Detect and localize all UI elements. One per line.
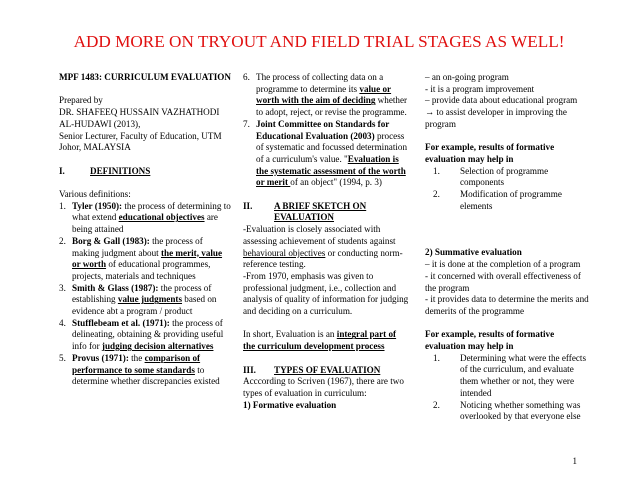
list-item: 6. The process of collecting data on a programme to determine its value or worth with the aim of deciding whether to adopt, reject, or revise the programme. [243,72,408,118]
list-item: 4. Stufflebeam et al. (1971): the process of delineating, obtaining & providing useful info for judging decision alternatives [59,317,224,352]
list-item: 1. Tyler (1950): the process of determining to what extend educational objectives are being attained [59,200,231,235]
list-item: 1. Selection of programme components [433,165,549,188]
formative-example-heading: For example, results of formative evaluation may help in [425,142,555,164]
list-item: 2. Noticing whether something was overlooked by that everyone else [433,399,581,422]
section-title: DEFINITIONS [90,165,151,176]
author-name: DR. SHAFEEQ HUSSAIN VAZHATHODI AL-HUDAWI (2013), [59,107,220,129]
column-middle [243,72,410,411]
course-title: MPF 1483: CURRICULUM EVALUATION [59,72,231,82]
section-number: I. [59,165,65,176]
line: – an on-going program [425,72,509,82]
line: - it is a program improvement [425,83,535,94]
list-item: 2. Borg & Gall (1983): the process of making judgment about the merit, value or worth of educational programmes, projects, materials and techniques [59,235,223,281]
formative-heading: 1) Formative evaluation [243,399,337,410]
section-heading-definitions [59,166,231,178]
paragraph: Acccording to Scriven (1967), there are two types of evaluation in curriculum: [243,376,404,398]
paragraph: -From 1970, emphasis was given to professional judgment, i.e., collection and analysis of quality of information for judging and deciding on a curriculum. [243,270,409,317]
paragraph: -Evaluation is closely associated with assessing achievement of students against behavioural objectives or conducting norm-reference testing. [243,224,403,270]
section-heading-brief-sketch: II. A BRIEF SKETCH ON EVALUATION [243,200,367,223]
line: - it concerned with overall effectiveness of the program [425,270,581,293]
line: - it provides data to determine the merits and demerits of the programme [425,294,589,316]
definitions-list [59,201,231,388]
page-title: ADD MORE ON TRYOUT AND FIELD TRIAL STAGES AS WELL! [73,32,565,51]
formative-example-list [425,166,590,213]
column-right [425,72,590,423]
summative-heading: 2) Summative evaluation [425,247,522,258]
list-item: 1. Determining what were the effects of the curriculum, and evaluate them whether or not, they were intended [433,352,587,398]
various-definitions-label: Various definitions: [59,188,131,199]
line: – provide data about educational program [425,95,578,106]
column-left [59,72,231,388]
section-heading-types: III. TYPES OF EVALUATION [243,364,381,375]
list-item: 7. Joint Committee on Standards for Educational Evaluation (2003) process of systematic and focussed determination of a curriculum's value. "Evaluation is the systematic assessment of the worth or merit of an object" (1994, p. 3) [243,118,408,188]
list-item: 3. Smith & Glass (1987): the process of establishing value judgments based on evidence abt a program / product [59,282,217,317]
paragraph: In short, Evaluation is an integral part of the curriculum development process [243,329,397,352]
page-number: 1 [572,456,577,466]
line: → to assist developer in improving the program [425,107,567,129]
summative-example-list [425,353,590,423]
prepared-by: Prepared by [59,95,103,106]
summative-example-heading: For example, results of formative evaluation may help in [425,329,555,352]
definitions-list-continued [243,72,410,189]
line: – it is done at the completion of a program [425,259,581,270]
author-affiliation: Senior Lecturer, Faculty of Education, UTM Johor, MALAYSIA [59,130,222,153]
list-item: 2. Modification of programme elements [433,189,562,211]
list-item: 5. Provus (1971): the comparison of performance to some standards to determine whether discrepancies existed [59,352,220,387]
